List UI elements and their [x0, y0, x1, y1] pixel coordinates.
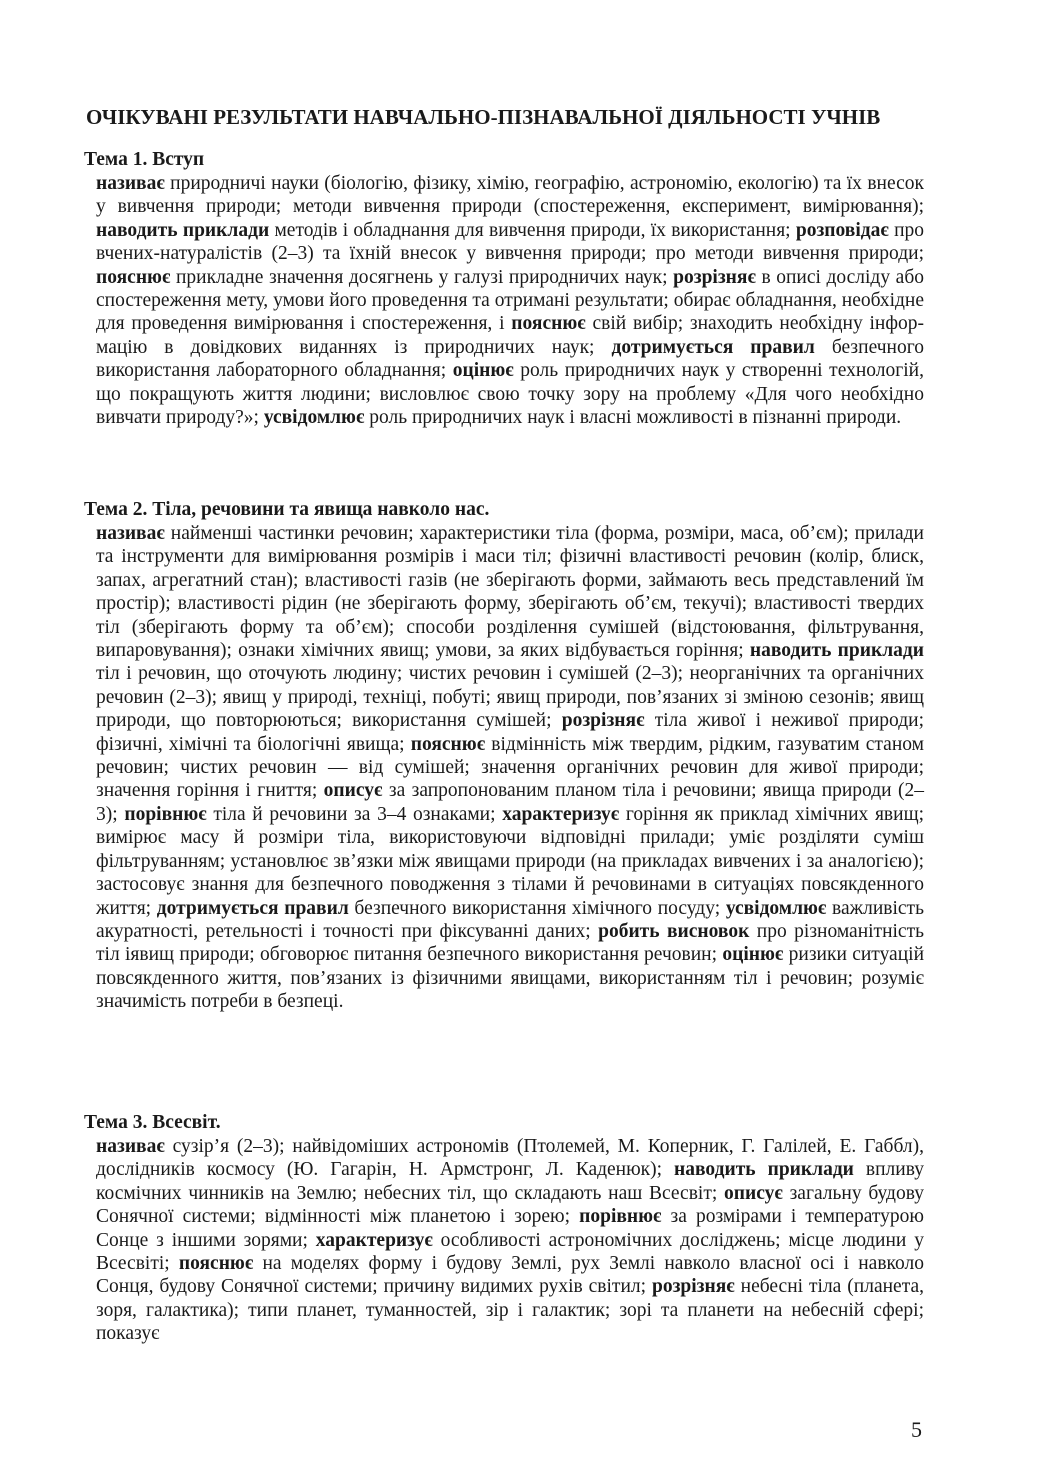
keyword: називає	[96, 1136, 165, 1157]
keyword: характеризує	[502, 803, 620, 825]
section-body	[96, 172, 924, 429]
text-run: особливості астрономічних досліджень; місце людини у Всесвіті;	[96, 1229, 924, 1275]
text-run: свій вибір; знаходить необхідну інформацію в довідкових виданнях із природничих наук;	[96, 313, 924, 358]
keyword: порівнює	[124, 803, 207, 825]
section-topic-2	[84, 498, 924, 1014]
keyword: називає	[96, 173, 165, 194]
keyword: наводить приклади	[749, 640, 925, 662]
section-topic-1	[84, 148, 924, 429]
text-run: в описі досліду або спостереження мету, умови його проведення та отримані результати; обирає обладнання, необхідне для проведення вимірювання і спостереження, і	[96, 266, 924, 335]
keyword: наводить приклади	[674, 1159, 854, 1181]
text-run: тіл і речовин, що оточують людину; чистих речовин і сумішей (2–3); неорганічних та органічних речовин (2–3); явищ у природі, техніці, побуті; явищ природи, пов’язаних зі зміною сезонів; явищ природи, що повторюються; використання сумішей;	[96, 663, 924, 732]
keyword: пояснює	[178, 1253, 254, 1275]
keyword: робить висновок	[598, 920, 750, 942]
keyword: описує	[323, 780, 383, 802]
text-run: прикладне значення досягнень у галузі природничих наук;	[170, 266, 674, 288]
keyword: пояснює	[511, 313, 586, 335]
keyword: усвідомлює	[725, 897, 827, 919]
text-run: впливу космічних чинників на Землю; небесних тіл, що складають наш Всесвіт;	[96, 1159, 924, 1204]
text-run: ризики ситуацій повсякденного життя, пов’язаних із фізичними явищами, використанням тіл і речовин; розуміє значимість потреби в безпеці.	[96, 944, 925, 1013]
keyword: розрізняє	[561, 710, 645, 732]
keyword: порівнює	[579, 1206, 662, 1228]
keyword: оцінює	[452, 360, 514, 382]
text-run: безпечного використання лабораторного обладнання;	[96, 336, 924, 382]
keyword: описує	[724, 1182, 783, 1204]
keyword: оцінює	[722, 944, 784, 966]
keyword: наводить приклади	[96, 219, 270, 241]
text-run: сузір’я (2–3); найвідоміших астрономів (Птолемей, М. Коперник, Г. Галілей, Е. Габбл), дослідників космосу (Ю. Гагарін, Н. Армстронг, Л. Каденюк);	[96, 1136, 924, 1181]
text-run: загальну будову Сонячної системи; відмінності між планетою і зорею;	[96, 1182, 924, 1228]
keyword: називає	[96, 523, 165, 544]
text-run: важливість акуратності, ретельності і точності при фіксуванні даних;	[96, 897, 924, 942]
section-body	[96, 522, 924, 1014]
section-heading: Тема 3. Всесвіт.	[84, 1112, 221, 1133]
text-run: про різноманітність тіл іявищ природи; обговорює питання безпечного використання речовин;	[96, 920, 925, 966]
text-run: за запропонованим планом тіла і речовини; явища природи (2–3);	[96, 780, 925, 825]
text-run: на моделях форму і будову Землі, рух Землі навколо власної осі і навколо Сонця, будову Сонячної системи; причину видимих рухів світил;	[96, 1253, 924, 1298]
text-run: відмінність між твердим, рідким, газуватим станом речовин; чистих речовин — від сумішей; значення органічних речовин для живої природи; значення горіння і гниття;	[96, 733, 924, 802]
text-run: роль природничих наук у створенні технологій, що покращують життя людини; висловлює свою точку зору на проблему «Для чого необхідно вивчати природу?»;	[96, 360, 924, 429]
page-number: 5	[911, 1417, 922, 1442]
text-run: тіла й речовини за 3–4 ознаками;	[206, 803, 503, 825]
text-run: роль природничих наук і власні можливості в пізнанні природи.	[364, 407, 902, 429]
text-run: горіння як приклад хімічних явищ; вимірює масу й розміри тіла, використовуючи відповідні прилади; уміє розділяти суміш фільтруванням; установлює зв’язки між явищами природи (на прикладах вивчених і за аналогією); застосовує знання для безпечного поводження з тілами й речовинами в ситуаціях повсякденного життя;	[96, 803, 924, 919]
section-heading: Тема 1. Вступ	[84, 149, 205, 170]
keyword: дотримується правил	[611, 336, 815, 358]
keyword: розрізняє	[673, 266, 756, 288]
text-run: природничі науки (біологію, фізику, хімію, географію, астрономію, екологію) та їх внесок у вивчення природи; методи вивчення природи (спостереження, експеримент, вимірювання);	[96, 173, 924, 218]
keyword: розрізняє	[651, 1276, 735, 1298]
keyword: характеризує	[315, 1229, 433, 1251]
keyword: усвідомлює	[263, 407, 365, 429]
text-run: небесні тіла (планета, зоря, галактика); типи планет, туманностей, зір і галактик; зорі та планети на небесній сфері; показує	[96, 1276, 924, 1345]
text-run: методів і обладнання для вивчення природи, їх використання;	[269, 219, 796, 241]
text-run: про вчених-натуралістів (2–3) та їхній внесок у вивчення природи; про методи вивчення природи;	[96, 219, 925, 265]
keyword: пояснює	[410, 733, 486, 755]
keyword: дотримується правил	[156, 897, 349, 919]
page-title: ОЧІКУВАНІ РЕЗУЛЬТАТИ НАВЧАЛЬНО-ПІЗНАВАЛЬНОЇ ДІЯЛЬНОСТІ УЧНІВ	[86, 105, 881, 129]
text-run: безпечного використання хімічного посуду;	[348, 897, 726, 919]
text-run: найменші частинки речовин; характеристики тіла (форма, розміри, маса, об’єм); прилади та інструменти для вимірювання розмірів і маси тіл; фізичні властивості речовин (колір, блиск, запах, агрегатний стан); властивості газів (не зберігають форми, займають весь представлений їм простір); властивості рідин (не зберігають форму, зберігають об’єм, текучі); властивості твердих тіл (зберігають форму та об’єм); способи розділення сумішей (відстоювання, фільтрування, випаровування); ознаки хімічних явищ; умови, за яких відбувається горіння;	[96, 523, 924, 662]
keyword: пояснює	[96, 266, 171, 288]
keyword: розповідає	[795, 219, 889, 241]
section-heading: Тема 2. Тіла, речовини та явища навколо нас.	[84, 499, 490, 520]
section-topic-3	[84, 1111, 924, 1346]
text-run: тіла живої і неживої природи; фізичні, хімічні та біологічні явища;	[96, 710, 924, 755]
text-run: за розмірами і температурою Сонце з іншими зорями;	[96, 1206, 924, 1251]
section-body	[96, 1135, 924, 1346]
